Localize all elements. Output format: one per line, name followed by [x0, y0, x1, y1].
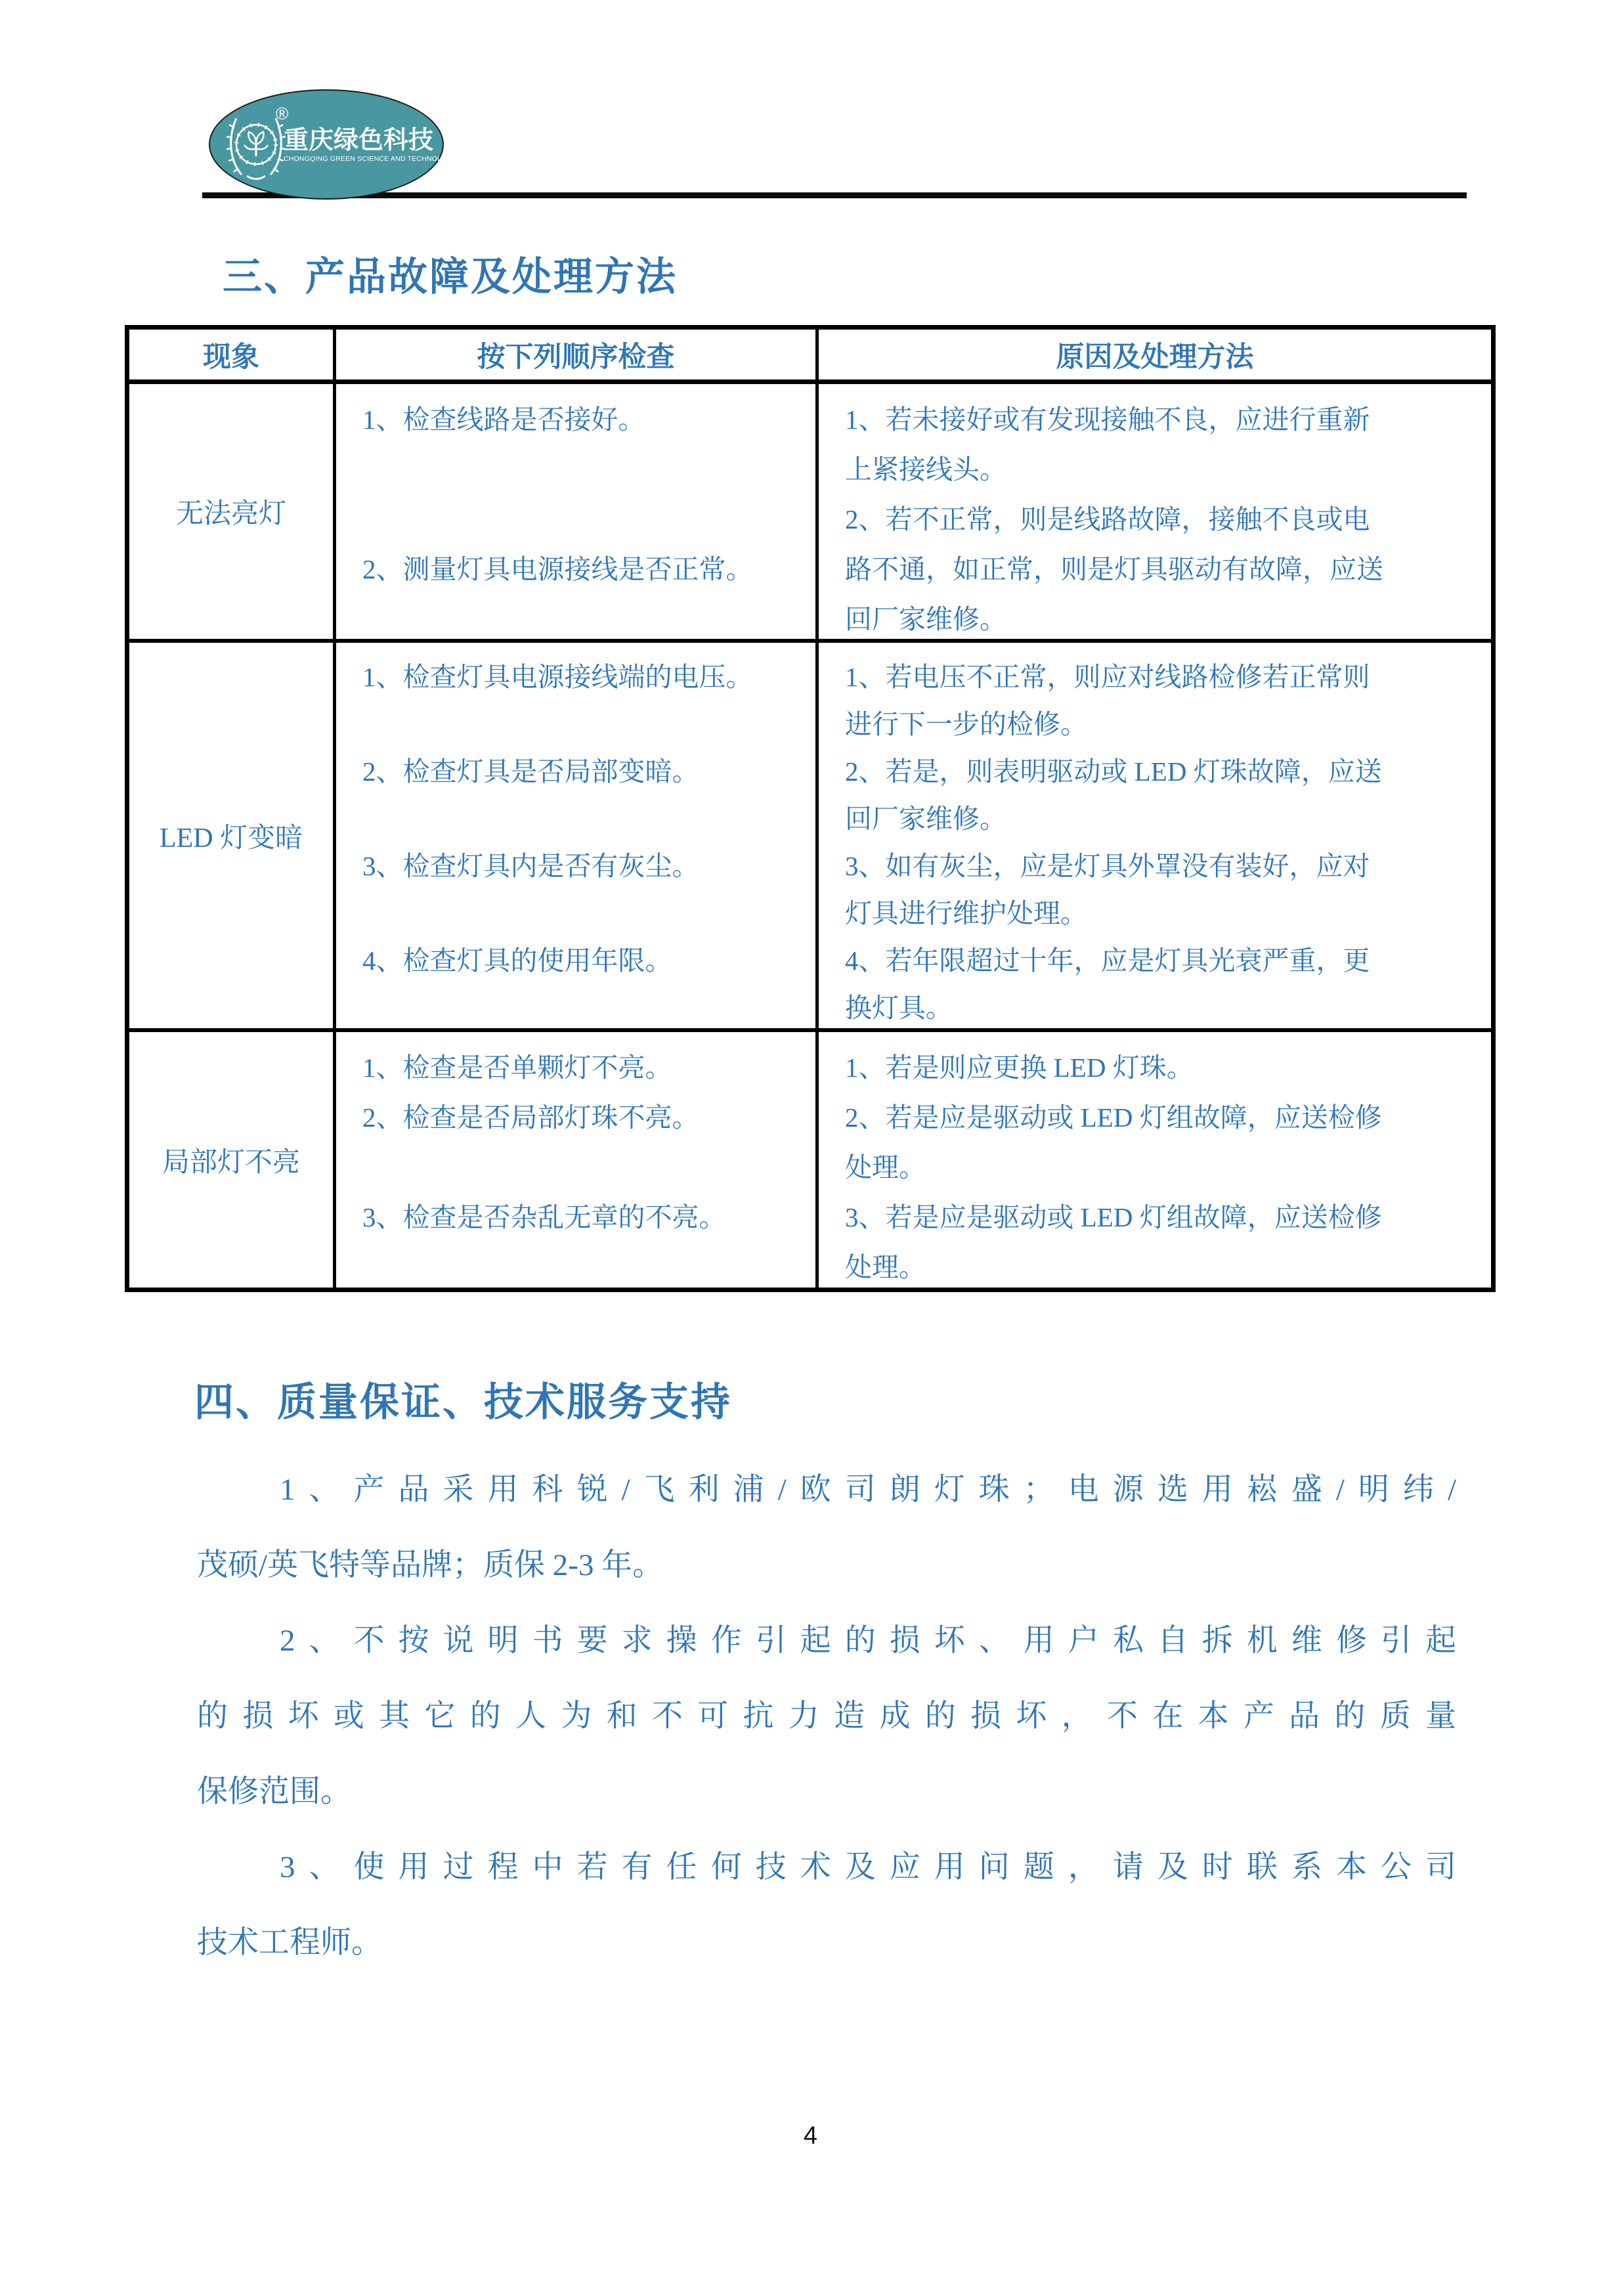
registered-trademark-icon: ® [276, 104, 289, 123]
cell-line [362, 1142, 802, 1192]
cell-line: 2、检查灯具是否局部变暗。 [362, 756, 699, 787]
paragraph2-line1: 2、不按说明书要求操作引起的损坏、用户私自拆机维修引起 [280, 1624, 1456, 1658]
cell-line: 1、若未接好或有发现接触不良，应进行重新 [845, 404, 1370, 435]
cell-line: 1、检查是否单颗灯不亮。 [362, 1052, 672, 1083]
cell-line: 回厂家维修。 [845, 604, 1006, 634]
cell-line: 3、检查灯具内是否有灰尘。 [362, 851, 699, 881]
cell-line: 4、检查灯具的使用年限。 [362, 945, 672, 976]
table-header-check-order: 按下列顺序检查 [336, 330, 819, 384]
cell-line [362, 795, 802, 842]
cell-line: 3、若是应是驱动或 LED 灯组故障，应送检修 [845, 1202, 1382, 1232]
table-row2-causes [819, 643, 1491, 1032]
section4-title: 四、质量保证、技术服务支持 [194, 1381, 732, 1424]
page-number: 4 [803, 2122, 818, 2150]
table-row2-checks [336, 643, 819, 1032]
cell-line: 处理。 [845, 1152, 926, 1182]
cell-line: 3、检查是否杂乱无章的不亮。 [362, 1202, 726, 1232]
paragraph1-line2: 茂硕/英飞特等品牌；质保 2-3 年。 [197, 1548, 664, 1582]
table-row1-phenomenon: 无法亮灯 [129, 384, 336, 643]
logo-chinese-name: 重庆绿色科技 [284, 127, 434, 154]
section3-title: 三、产品故障及处理方法 [223, 255, 678, 299]
table-row3-checks [336, 1032, 819, 1288]
paragraph2-line2: 的损坏或其它的人为和不可抗力造成的损坏，不在本产品的质量 [197, 1699, 1456, 1733]
table-row1-causes [819, 384, 1491, 643]
table-header-cause-handling: 原因及处理方法 [819, 330, 1491, 384]
paragraph3-line1: 3、使用过程中若有任何技术及应用问题，请及时联系本公司 [280, 1850, 1456, 1884]
section4-body [197, 1452, 1456, 1981]
fault-table [125, 325, 1496, 1292]
cell-line: 2、若是应是驱动或 LED 灯组故障，应送检修 [845, 1102, 1382, 1133]
cell-line: 灯具进行维护处理。 [845, 898, 1087, 928]
paragraph3-line2: 技术工程师。 [197, 1926, 382, 1960]
cell-line: 1、检查线路是否接好。 [362, 404, 645, 435]
logo-english-name: CHONGQING GREEN SCIENCE AND TECHNOLOGY [284, 155, 458, 163]
cell-line: 回厂家维修。 [845, 804, 1006, 834]
cell-line: 路不通，如正常，则是灯具驱动有故障，应送 [845, 554, 1383, 584]
table-row3-phenomenon: 局部灯不亮 [129, 1032, 336, 1288]
company-logo [209, 89, 458, 200]
cell-line: 2、若不正常，则是线路故障，接触不良或电 [845, 504, 1370, 534]
paragraph1-line1: 1、产品采用科锐/飞利浦/欧司朗灯珠；电源选用崧盛/明纬/ [280, 1473, 1456, 1507]
table-header-phenomenon: 现象 [129, 330, 336, 384]
cell-line [362, 494, 802, 544]
header-divider [202, 192, 1467, 198]
cell-line: 2、检查是否局部灯珠不亮。 [362, 1102, 699, 1133]
cell-line: 2、测量灯具电源接线是否正常。 [362, 554, 753, 584]
cell-line [362, 890, 802, 937]
paragraph2-line3: 保修范围。 [197, 1775, 351, 1809]
cell-line: 1、若是则应更换 LED 灯珠。 [845, 1052, 1194, 1083]
table-row2-phenomenon: LED 灯变暗 [129, 643, 336, 1032]
cell-line: 3、如有灰尘，应是灯具外罩没有装好，应对 [845, 851, 1370, 881]
cell-line: 处理。 [845, 1252, 926, 1282]
cell-line: 1、检查灯具电源接线端的电压。 [362, 662, 753, 692]
cell-line: 进行下一步的检修。 [845, 709, 1087, 739]
cell-line: 换灯具。 [845, 993, 953, 1023]
cell-line: 上紧接线头。 [845, 454, 1006, 485]
cell-line: 1、若电压不正常，则应对线路检修若正常则 [845, 662, 1370, 692]
cell-line: 2、若是，则表明驱动或 LED 灯珠故障，应送 [845, 756, 1382, 787]
cell-line: 4、若年限超过十年，应是灯具光衰严重，更 [845, 945, 1370, 976]
cell-line [362, 444, 802, 494]
table-row3-causes [819, 1032, 1491, 1288]
table-row1-checks [336, 384, 819, 643]
cell-line [362, 701, 802, 748]
